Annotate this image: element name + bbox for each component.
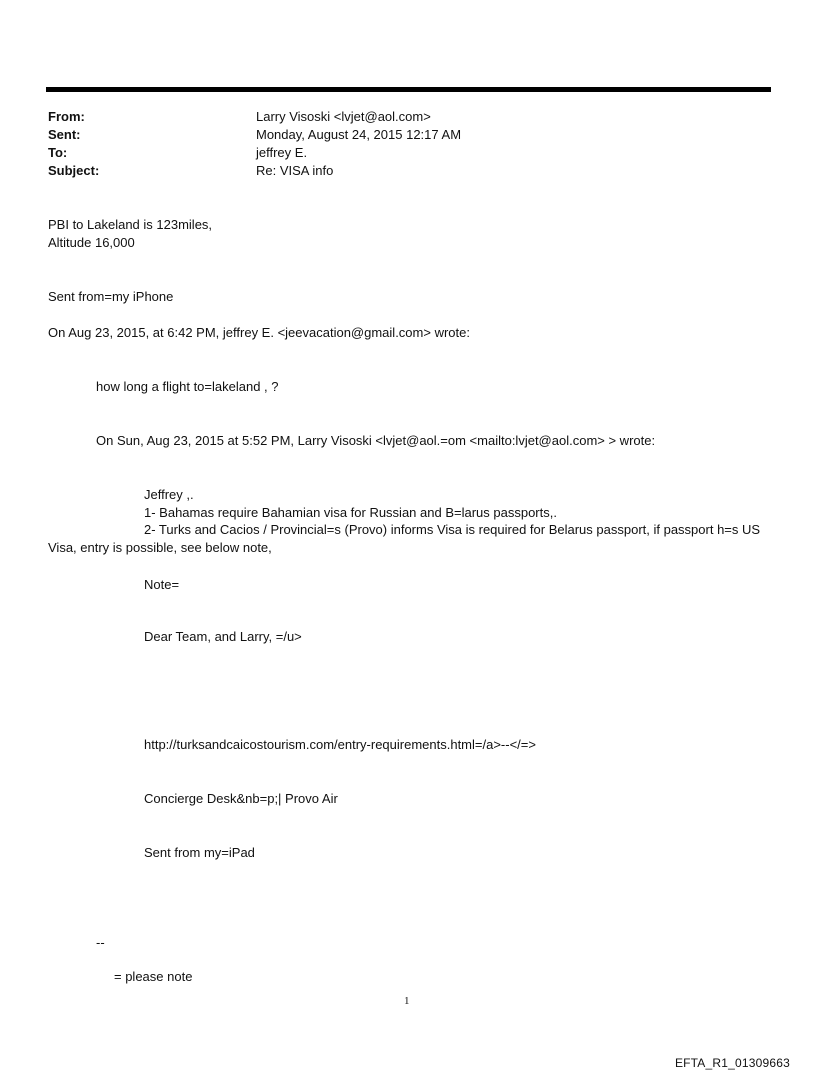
to-row <box>48 144 768 162</box>
sent-label: Sent: <box>48 127 81 142</box>
to-value: jeffrey E. <box>256 145 308 160</box>
subject-row <box>48 162 768 180</box>
body-line-distance: PBI to Lakeland is 123miles, <box>48 217 213 232</box>
from-label: From: <box>48 109 85 124</box>
email-header <box>48 108 768 180</box>
sent-row <box>48 126 768 144</box>
concierge-line: Concierge Desk&nb=p;| Provo Air <box>144 791 338 806</box>
tourism-link[interactable]: http://turksandcaicostourism.com/entry-requirements.html=/a>--</=> <box>144 737 536 752</box>
sent-from-iphone: Sent from=my iPhone <box>48 289 174 304</box>
header-rule <box>46 87 771 92</box>
signature-dashes: -- <box>96 935 105 950</box>
to-label: To: <box>48 145 68 160</box>
point-1: 1- Bahamas require Bahamian visa for Russian and B=larus passports,. <box>144 505 557 520</box>
subject-label: Subject: <box>48 163 100 178</box>
quote-intro-1: On Aug 23, 2015, at 6:42 PM, jeffrey E. <jeevacation@gmail.com> wrote: <box>48 325 470 340</box>
point-2: 2- Turks and Cacios / Provincial=s (Provo) informs Visa is required for Belarus passport, if passport h=s US Visa, entry is possible, see below note, <box>48 522 761 555</box>
dear-team-line: Dear Team, and Larry, =/u> <box>144 629 302 644</box>
please-note-line: = please note <box>114 969 193 984</box>
document-id: EFTA_R1_01309663 <box>674 1056 790 1070</box>
from-row <box>48 108 768 126</box>
subject-value: Re: VISA info <box>256 163 334 178</box>
page-number: 1 <box>404 995 410 1007</box>
sent-from-ipad: Sent from my=iPad <box>144 845 255 860</box>
quote-intro-2: On Sun, Aug 23, 2015 at 5:52 PM, Larry Visoski <lvjet@aol.=om <mailto:lvjet@aol.com> > wrote: <box>96 433 656 448</box>
note-line: Note= <box>144 577 180 592</box>
from-value: Larry Visoski <lvjet@aol.com> <box>256 109 431 124</box>
sent-value: Monday, August 24, 2015 12:17 AM <box>256 127 462 142</box>
body-line-altitude: Altitude 16,000 <box>48 235 135 250</box>
greeting-line: Jeffrey ,. <box>144 487 194 502</box>
question-line: how long a flight to=lakeland , ? <box>96 379 279 394</box>
